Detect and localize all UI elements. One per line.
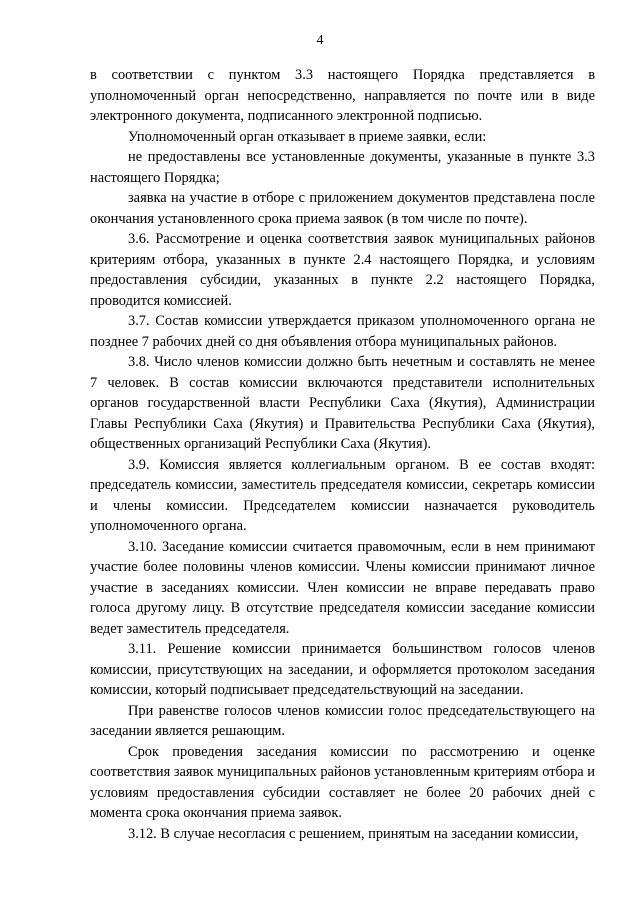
paragraph-3-6: 3.6. Рассмотрение и оценка соответствия заявок муниципальных районов критериям отбора, указанных в пункте 2.4 настоящего Порядка, и условиям предоставления субсидии, указанных в пункте 2.2 настоящего Порядка, проводится комиссией. xyxy=(90,231,595,309)
paragraph-tie-vote: При равенстве голосов членов комиссии голос председательствующего на заседании является решающим. xyxy=(90,702,595,739)
paragraph-continuation: в соответствии с пунктом 3.3 настоящего Порядка представляется в уполномоченный орган непосредственно, направляется по почте или в виде электронного документа, подписанного электронной подписью. xyxy=(90,67,595,124)
paragraph-refusal-reason-deadline: заявка на участие в отборе с приложением документов представлена после окончания установленного срока приема заявок (в том числе по почте). xyxy=(90,190,595,227)
paragraph-refusal-reason-documents: не предоставлены все установленные документы, указанные в пункте 3.3 настоящего Порядка; xyxy=(90,149,595,186)
page-number: 4 xyxy=(316,33,324,48)
paragraph-meeting-deadline: Срок проведения заседания комиссии по рассмотрению и оценке соответствия заявок муниципальных районов установленным критериям отбора и условиям предоставления субсидии составляет не более 20 рабочих дней с момента срока окончания приема заявок. xyxy=(90,743,595,821)
paragraph-3-7: 3.7. Состав комиссии утверждается приказом уполномоченного органа не позднее 7 рабочих дней со дня объявления отбора муниципальных районов. xyxy=(90,313,595,350)
paragraph-3-12: 3.12. В случае несогласия с решением, принятым на заседании комиссии, xyxy=(128,825,579,842)
paragraph-3-11: 3.11. Решение комиссии принимается большинством голосов членов комиссии, присутствующих на заседании, и оформляется протоколом заседания комиссии, который подписывает председательствующий на заседании. xyxy=(90,641,595,698)
paragraph-3-8: 3.8. Число членов комиссии должно быть нечетным и составлять не менее 7 человек. В состав комиссии включаются представители исполнительных органов государственной власти Республики Саха (Якутия), Администрации Главы Республики Саха (Якутия) и Правительства Республики Саха (Якутия), общественных организаций Республики Саха (Якутия). xyxy=(90,354,595,452)
document-body xyxy=(90,65,595,844)
paragraph-refusal-intro: Уполномоченный орган отказывает в приеме заявки, если: xyxy=(128,128,487,145)
paragraph-3-9: 3.9. Комиссия является коллегиальным органом. В ее состав входят: председатель комиссии, заместитель председателя комиссии, секретарь комиссии и члены комиссии. Председателем комиссии назначается руководитель уполномоченного органа. xyxy=(90,456,595,534)
paragraph-3-10: 3.10. Заседание комиссии считается правомочным, если в нем принимают участие более половины членов комиссии. Члены комиссии принимают личное участие в заседаниях комиссии. Член комиссии не вправе передавать право голоса другому лицу. В отсутствие председателя комиссии заседание комиссии ведет заместитель председателя. xyxy=(90,538,595,637)
